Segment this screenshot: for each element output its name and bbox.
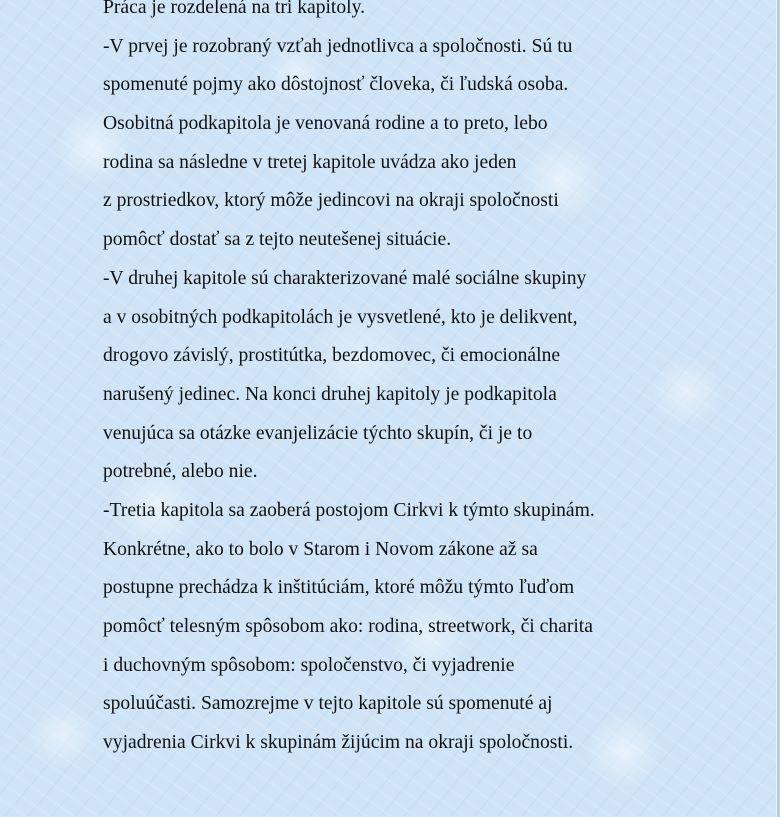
document-body — [103, 0, 703, 763]
text-line: pomôcť dostať sa z tejto neutešenej situácie. — [103, 229, 452, 251]
text-line: Osobitná podkapitola je venovaná rodine a to preto, lebo — [103, 113, 548, 135]
text-line: spoluúčasti. Samozrejme v tejto kapitole sú spomenuté aj — [103, 693, 553, 715]
text-line: z prostriedkov, ktorý môže jedincovi na okraji spoločnosti — [103, 190, 559, 212]
text-line: -V druhej kapitole sú charakterizované malé sociálne skupiny — [103, 267, 587, 289]
text-line: -V prvej je rozobraný vzťah jednotlivca a spoločnosti. Sú tu — [103, 35, 573, 57]
text-line: Konkrétne, ako to bolo v Starom i Novom zákone až sa — [103, 538, 538, 560]
text-line: vyjadrenia Cirkvi k skupinám žijúcim na okraji spoločnosti. — [103, 732, 574, 754]
page-right-border — [776, 0, 780, 817]
text-line: venujúca sa otázke evanjelizácie týchto skupín, či je to — [103, 422, 533, 444]
text-line: pomôcť telesným spôsobom ako: rodina, streetwork, či charita — [103, 616, 593, 637]
text-line: potrebné, alebo nie. — [103, 461, 258, 483]
text-line: spomenuté pojmy ako dôstojnosť človeka, či ľudská osoba. — [103, 74, 569, 96]
text-line: rodina sa následne v tretej kapitole uvádza ako jeden — [103, 151, 517, 173]
text-line: Práca je rozdelená na tri kapitoly. — [103, 0, 366, 18]
text-line: narušený jedinec. Na konci druhej kapitoly je podkapitola — [103, 383, 557, 405]
text-line: -Tretia kapitola sa zaoberá postojom Cirkvi k týmto skupinám. — [103, 499, 595, 521]
text-line: postupne prechádza k inštitúciám, ktoré môžu týmto ľuďom — [103, 577, 575, 599]
text-line: i duchovným spôsobom: spoločenstvo, či vyjadrenie — [103, 654, 515, 676]
text-line: a v osobitných podkapitolách je vysvetlené, kto je delikvent, — [103, 306, 578, 328]
text-line: drogovo závislý, prostitútka, bezdomovec, či emocionálne — [103, 345, 561, 367]
